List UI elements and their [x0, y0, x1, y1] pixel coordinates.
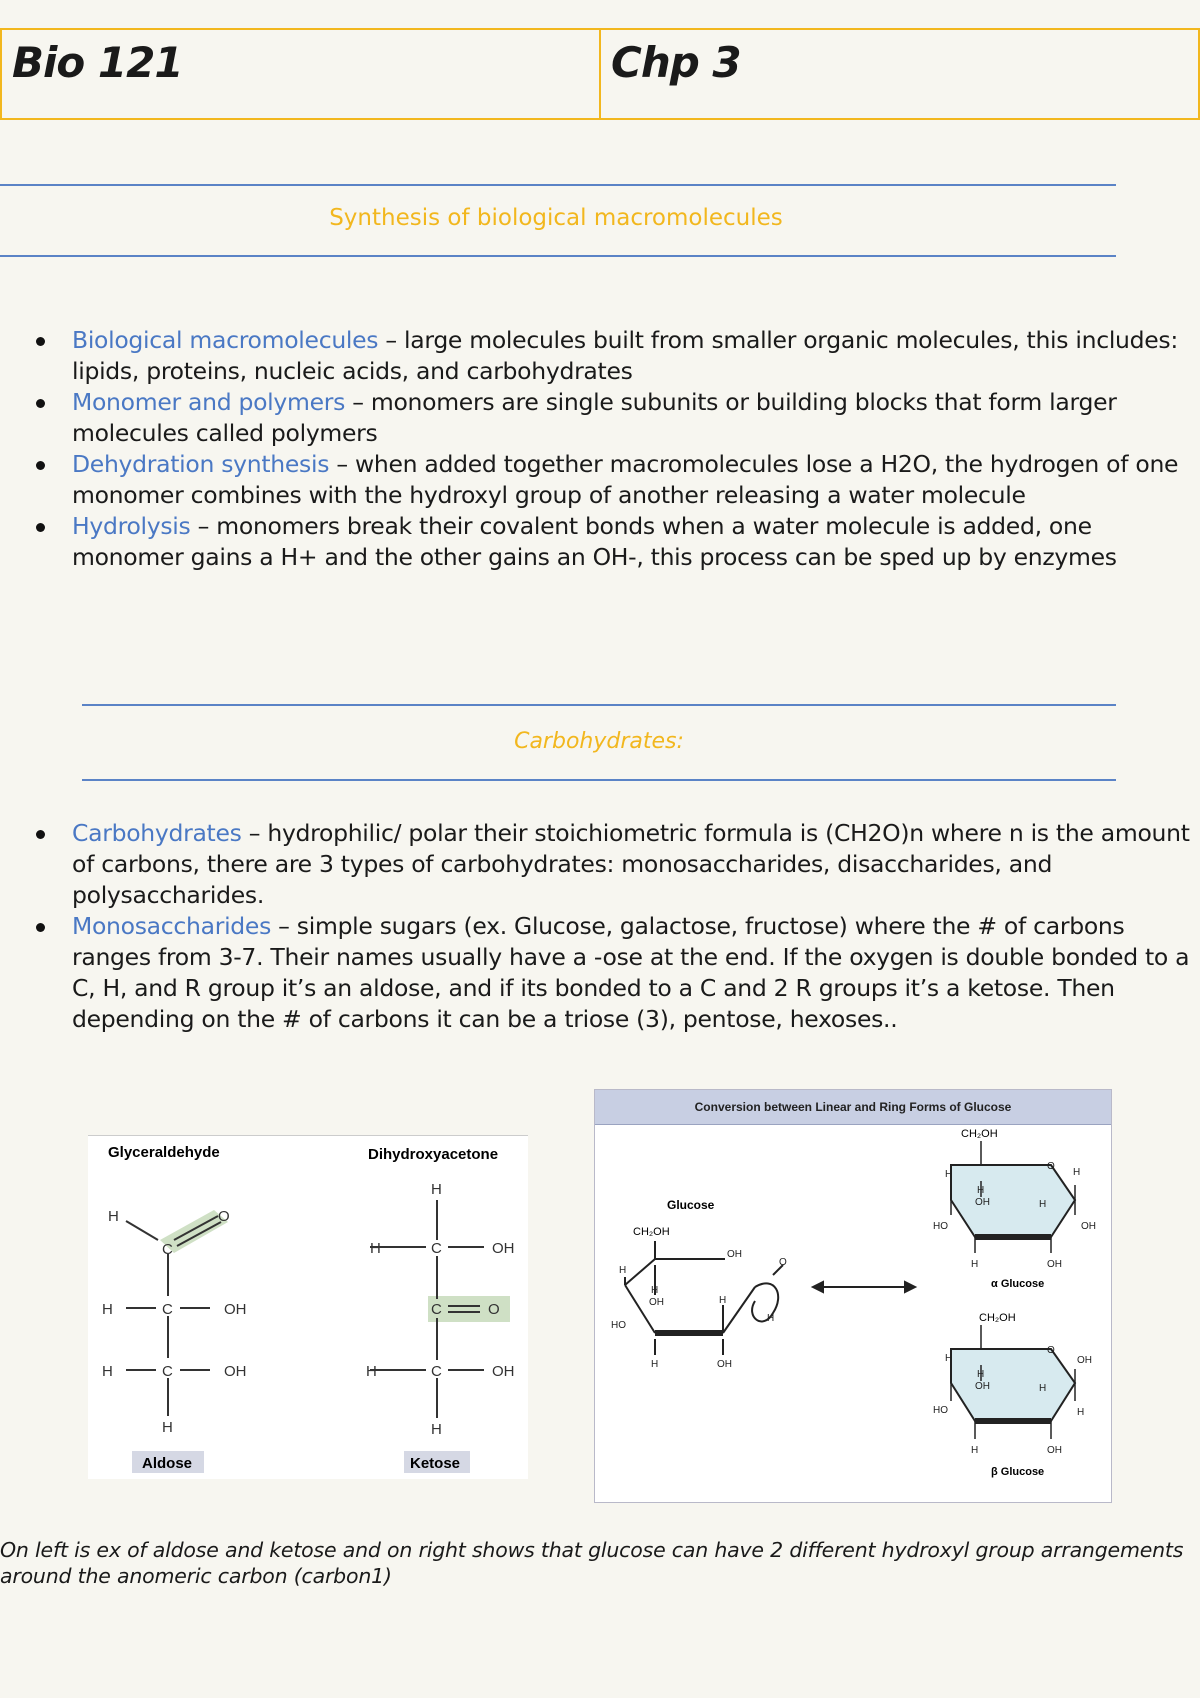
svg-text:O: O: [779, 1257, 787, 1268]
svg-text:OH: OH: [649, 1297, 664, 1308]
section2-bottom-rule: [82, 779, 1116, 781]
section2-title: Carbohydrates:: [514, 729, 684, 754]
section2-top-rule: [82, 704, 1116, 706]
svg-text:H: H: [971, 1445, 979, 1456]
section1-top-rule: [0, 184, 1116, 186]
svg-text:H: H: [767, 1313, 775, 1324]
svg-text:OH: OH: [492, 1363, 515, 1380]
svg-text:OH: OH: [975, 1197, 990, 1208]
section2-list: [0, 818, 1190, 1035]
svg-text:OH: OH: [1077, 1355, 1092, 1366]
svg-text:H: H: [945, 1353, 953, 1364]
svg-text:H: H: [162, 1419, 173, 1436]
glucose-label: Glucose: [667, 1198, 715, 1212]
section1-title: Synthesis of biological macromolecules: [329, 205, 783, 231]
svg-text:H: H: [370, 1240, 381, 1257]
svg-text:C: C: [431, 1301, 442, 1318]
svg-text:CH₂OH: CH₂OH: [961, 1128, 998, 1140]
aldose-ketose-diagram: [88, 1136, 528, 1479]
svg-text:OH: OH: [717, 1359, 732, 1370]
svg-text:C: C: [431, 1363, 442, 1380]
term-label: Dehydration synthesis: [72, 450, 330, 478]
svg-text:C: C: [162, 1241, 173, 1258]
svg-text:H: H: [102, 1301, 113, 1318]
svg-text:HO: HO: [933, 1405, 948, 1416]
term-label: Monomer and polymers: [72, 388, 346, 416]
alpha-glucose-label: α Glucose: [991, 1278, 1045, 1290]
term-definition: – large molecules built from smaller organic molecules, this includes: lipids, proteins, nucleic acids, and carbohydrates: [72, 326, 1178, 385]
term-definition: – simple sugars (ex. Glucose, galactose, fructose) where the # of carbons ranges from 3-7. Their names usually have a -ose at the end. If the oxygen is double bonded to a C, H, and R group it’s an aldose, and if its bonded to a C and 2 R groups it’s a ketose. Then depending on the # of carbons it can be a triose (3), pentose, hexoses..: [72, 912, 1190, 1033]
term-definition: – monomers are single subunits or building blocks that form larger molecules called polymers: [72, 388, 1117, 447]
svg-text:H: H: [1039, 1383, 1047, 1394]
aldose-label: Aldose: [142, 1455, 193, 1472]
list-item: [72, 387, 1190, 449]
svg-text:O: O: [488, 1301, 500, 1318]
list-item: [72, 911, 1190, 1035]
svg-text:O: O: [1047, 1345, 1055, 1356]
svg-text:H: H: [619, 1265, 627, 1276]
glyceraldehyde-label: Glyceraldehyde: [108, 1144, 220, 1161]
svg-text:C: C: [162, 1363, 173, 1380]
svg-text:OH: OH: [1081, 1221, 1096, 1232]
svg-text:CH₂OH: CH₂OH: [633, 1226, 670, 1238]
svg-text:H: H: [1077, 1407, 1085, 1418]
svg-text:O: O: [1047, 1161, 1055, 1172]
section1-bottom-rule: [0, 255, 1116, 257]
svg-text:OH: OH: [975, 1381, 990, 1392]
svg-text:H: H: [651, 1285, 659, 1296]
term-label: Hydrolysis: [72, 512, 191, 540]
svg-text:HO: HO: [611, 1320, 626, 1331]
header-table: [0, 28, 1200, 120]
term-label: Carbohydrates: [72, 819, 242, 847]
ketose-label: Ketose: [410, 1455, 461, 1472]
open-glucose-atoms: [611, 1249, 787, 1370]
aldose-ketose-figure: [88, 1135, 528, 1479]
svg-text:H: H: [108, 1208, 119, 1225]
svg-text:OH: OH: [727, 1249, 742, 1260]
list-item: [72, 511, 1190, 573]
svg-text:HO: HO: [933, 1221, 948, 1232]
term-label: Monosaccharides: [72, 912, 272, 940]
chapter-title: Chp 3: [599, 30, 1198, 118]
figure-caption: On left is ex of aldose and ketose and on right shows that glucose can have 2 different hydroxyl group arrangements around the anomeric carbon (carbon1): [0, 1538, 1184, 1588]
svg-text:O: O: [218, 1208, 230, 1225]
svg-text:OH: OH: [1047, 1445, 1062, 1456]
term-definition: – monomers break their covalent bonds when a water molecule is added, one monomer gains a H+ and the other gains an OH-, this process can be sped up by enzymes: [72, 512, 1117, 571]
svg-text:OH: OH: [224, 1301, 247, 1318]
beta-glucose-label: β Glucose: [991, 1466, 1045, 1478]
svg-text:OH: OH: [224, 1363, 247, 1380]
svg-text:H: H: [102, 1363, 113, 1380]
svg-text:H: H: [431, 1181, 442, 1198]
svg-text:H: H: [431, 1421, 442, 1438]
svg-text:OH: OH: [1047, 1259, 1062, 1270]
svg-text:C: C: [162, 1301, 173, 1318]
term-definition: – when added together macromolecules lose a H2O, the hydrogen of one monomer combines with the hydroxyl group of another releasing a water molecule: [72, 450, 1179, 509]
svg-text:C: C: [431, 1240, 442, 1257]
list-item: [72, 325, 1190, 387]
term-definition: – hydrophilic/ polar their stoichiometric formula is (CH2O)n where n is the amount of carbons, there are 3 types of carbohydrates: monosaccharides, disaccharides, and polysaccharides.: [72, 819, 1190, 909]
svg-text:H: H: [651, 1359, 659, 1370]
svg-text:H: H: [1039, 1199, 1047, 1210]
section1-list: [0, 325, 1190, 573]
dihydroxyacetone-label: Dihydroxyacetone: [368, 1146, 499, 1163]
svg-text:CH₂OH: CH₂OH: [979, 1312, 1016, 1324]
glucose-ring-diagram: [595, 1125, 1111, 1503]
svg-text:H: H: [945, 1169, 953, 1180]
svg-text:OH: OH: [492, 1240, 515, 1257]
term-label: Biological macromolecules: [72, 326, 379, 354]
svg-text:H: H: [1073, 1167, 1081, 1178]
svg-text:H: H: [977, 1185, 985, 1196]
list-item: [72, 449, 1190, 511]
glucose-conversion-figure: [594, 1089, 1112, 1503]
svg-text:H: H: [719, 1295, 727, 1306]
svg-text:H: H: [971, 1259, 979, 1270]
figure-banner: Conversion between Linear and Ring Forms of Glucose: [595, 1090, 1111, 1125]
svg-text:H: H: [977, 1369, 985, 1380]
svg-text:H: H: [366, 1363, 377, 1380]
list-item: [72, 818, 1190, 911]
dihydroxyacetone-atoms: [366, 1181, 515, 1438]
course-title: Bio 121: [12, 38, 183, 87]
